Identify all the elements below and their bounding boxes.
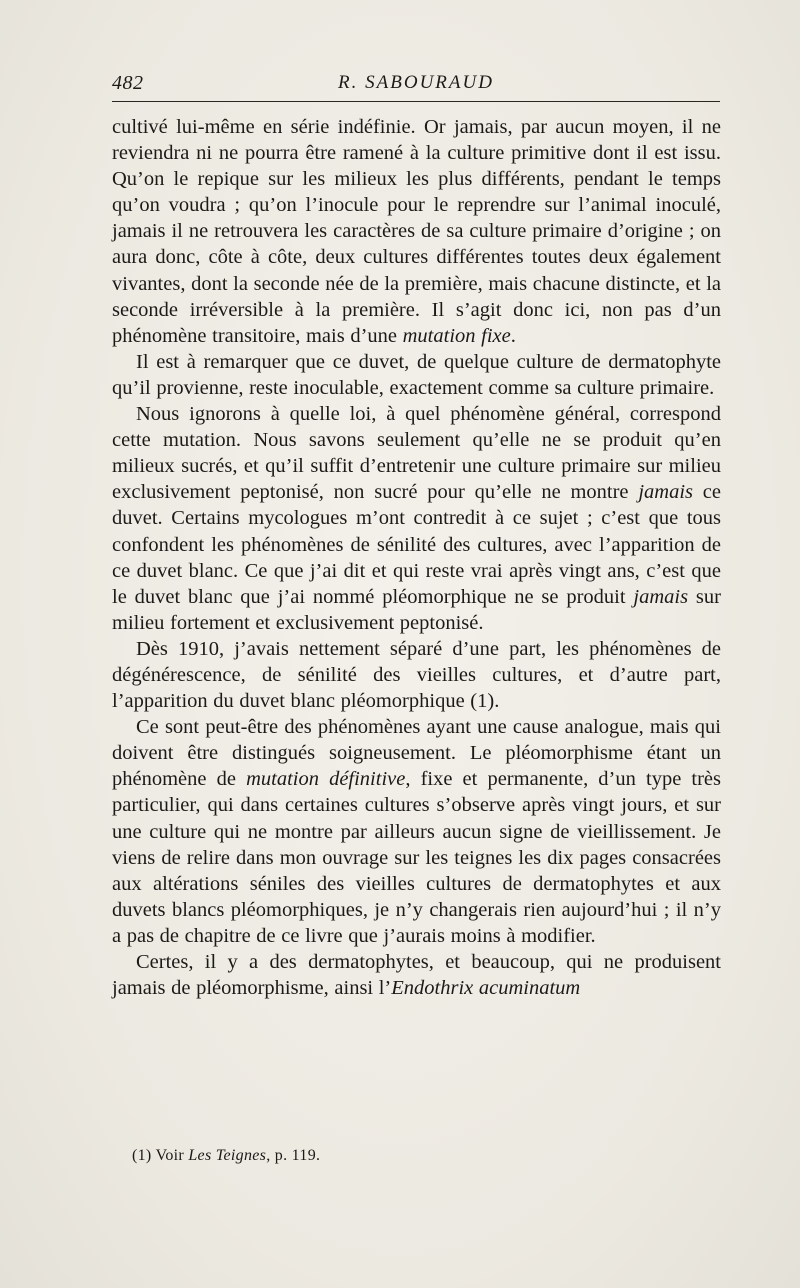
paragraph-1: cultivé lui-même en série indéfinie. Or jamais, par aucun moyen, il ne reviendra ni ne pourra être ramené à la culture primitive dont il est issu. Qu’on le repique sur les milieux les plus différents, pendant le temps qu’on voudra ; qu’on l’inocule pour le reprendre sur l’animal inoculé, jamais il ne retrouvera les caractères de sa culture primaire d’origine ; on aura donc, côte à côte, deux cultures différentes toutes deux également vivantes, dont la seconde née de la première, mais chacune distincte, et la seconde irréversible à la première. Il s’agit donc ici, non pas d’un phénomène transitoire, mais d’une mutation fixe. bbox=[112, 116, 721, 347]
paragraph-2: Il est à remarquer que ce duvet, de quelque culture de dermatophyte qu’il provienne, reste inoculable, exactement comme sa culture primaire. bbox=[112, 350, 721, 399]
paragraph-4: Dès 1910, j’avais nettement séparé d’une part, les phénomènes de dégénérescence, de sénilité des vieilles cultures, et d’autre part, l’apparition du duvet blanc pléomorphique (1). bbox=[112, 637, 721, 713]
emphasis-jamais: jamais bbox=[633, 585, 689, 608]
page-number: 482 bbox=[112, 72, 144, 94]
footnote: (1) Voir Les Teignes, p. 119. bbox=[132, 1147, 321, 1164]
emphasis-species-name: Endothrix acuminatum bbox=[391, 977, 581, 1000]
emphasis-mutation-definitive: mutation définitive bbox=[246, 768, 406, 791]
emphasis-jamais: jamais bbox=[638, 481, 694, 504]
body-text bbox=[112, 114, 721, 1001]
paragraph-6: Certes, il y a des dermatophytes, et beaucoup, qui ne produisent jamais de pléomorphisme, ainsi l’Endothrix acuminatum bbox=[112, 951, 721, 1000]
footnote-marker: (1) bbox=[132, 1147, 152, 1164]
page-header bbox=[112, 68, 720, 100]
header-rule bbox=[112, 101, 720, 102]
paragraph-3: Nous ignorons à quelle loi, à quel phénomène général, correspond cette mutation. Nous savons seulement qu’elle ne se produit qu’en milieux sucrés, et qu’il suffit d’entretenir une culture primaire sur milieu exclusivement peptonisé, non sucré pour qu’elle ne montre jamais ce duvet. Certains mycologues m’ont contredit à ce sujet ; c’est que tous confondent les phénomènes de sénilité des cultures, avec l’apparition de ce duvet blanc. Ce que j’ai dit et qui reste vrai après vingt ans, c’est que le duvet blanc que j’ai nommé pléomorphique ne se produit jamais sur milieu fortement et exclusivement peptonisé. bbox=[112, 403, 722, 634]
emphasis-mutation-fixe: mutation fixe bbox=[402, 324, 511, 347]
running-head: R. SABOURAUD bbox=[338, 72, 494, 93]
footnote-title: Les Teignes bbox=[188, 1147, 267, 1164]
paragraph-5: Ce sont peut-être des phénomènes ayant une cause analogue, mais qui doivent être distingués soigneusement. Le pléomorphisme étant un phénomène de mutation définitive, fixe et permanente, d’un type très particulier, qui dans certaines cultures s’observe après vingt jours, et sur une culture qui ne montre par ailleurs aucun signe de vieillissement. Je viens de relire dans mon ouvrage sur les teignes les dix pages consacrées aux altérations séniles des vieilles cultures de dermatophytes et aux duvets blancs pléomorphiques, je n’y changerais rien aujourd’hui ; il n’y a pas de chapitre de ce livre que j’aurais moins à modifier. bbox=[112, 716, 721, 947]
